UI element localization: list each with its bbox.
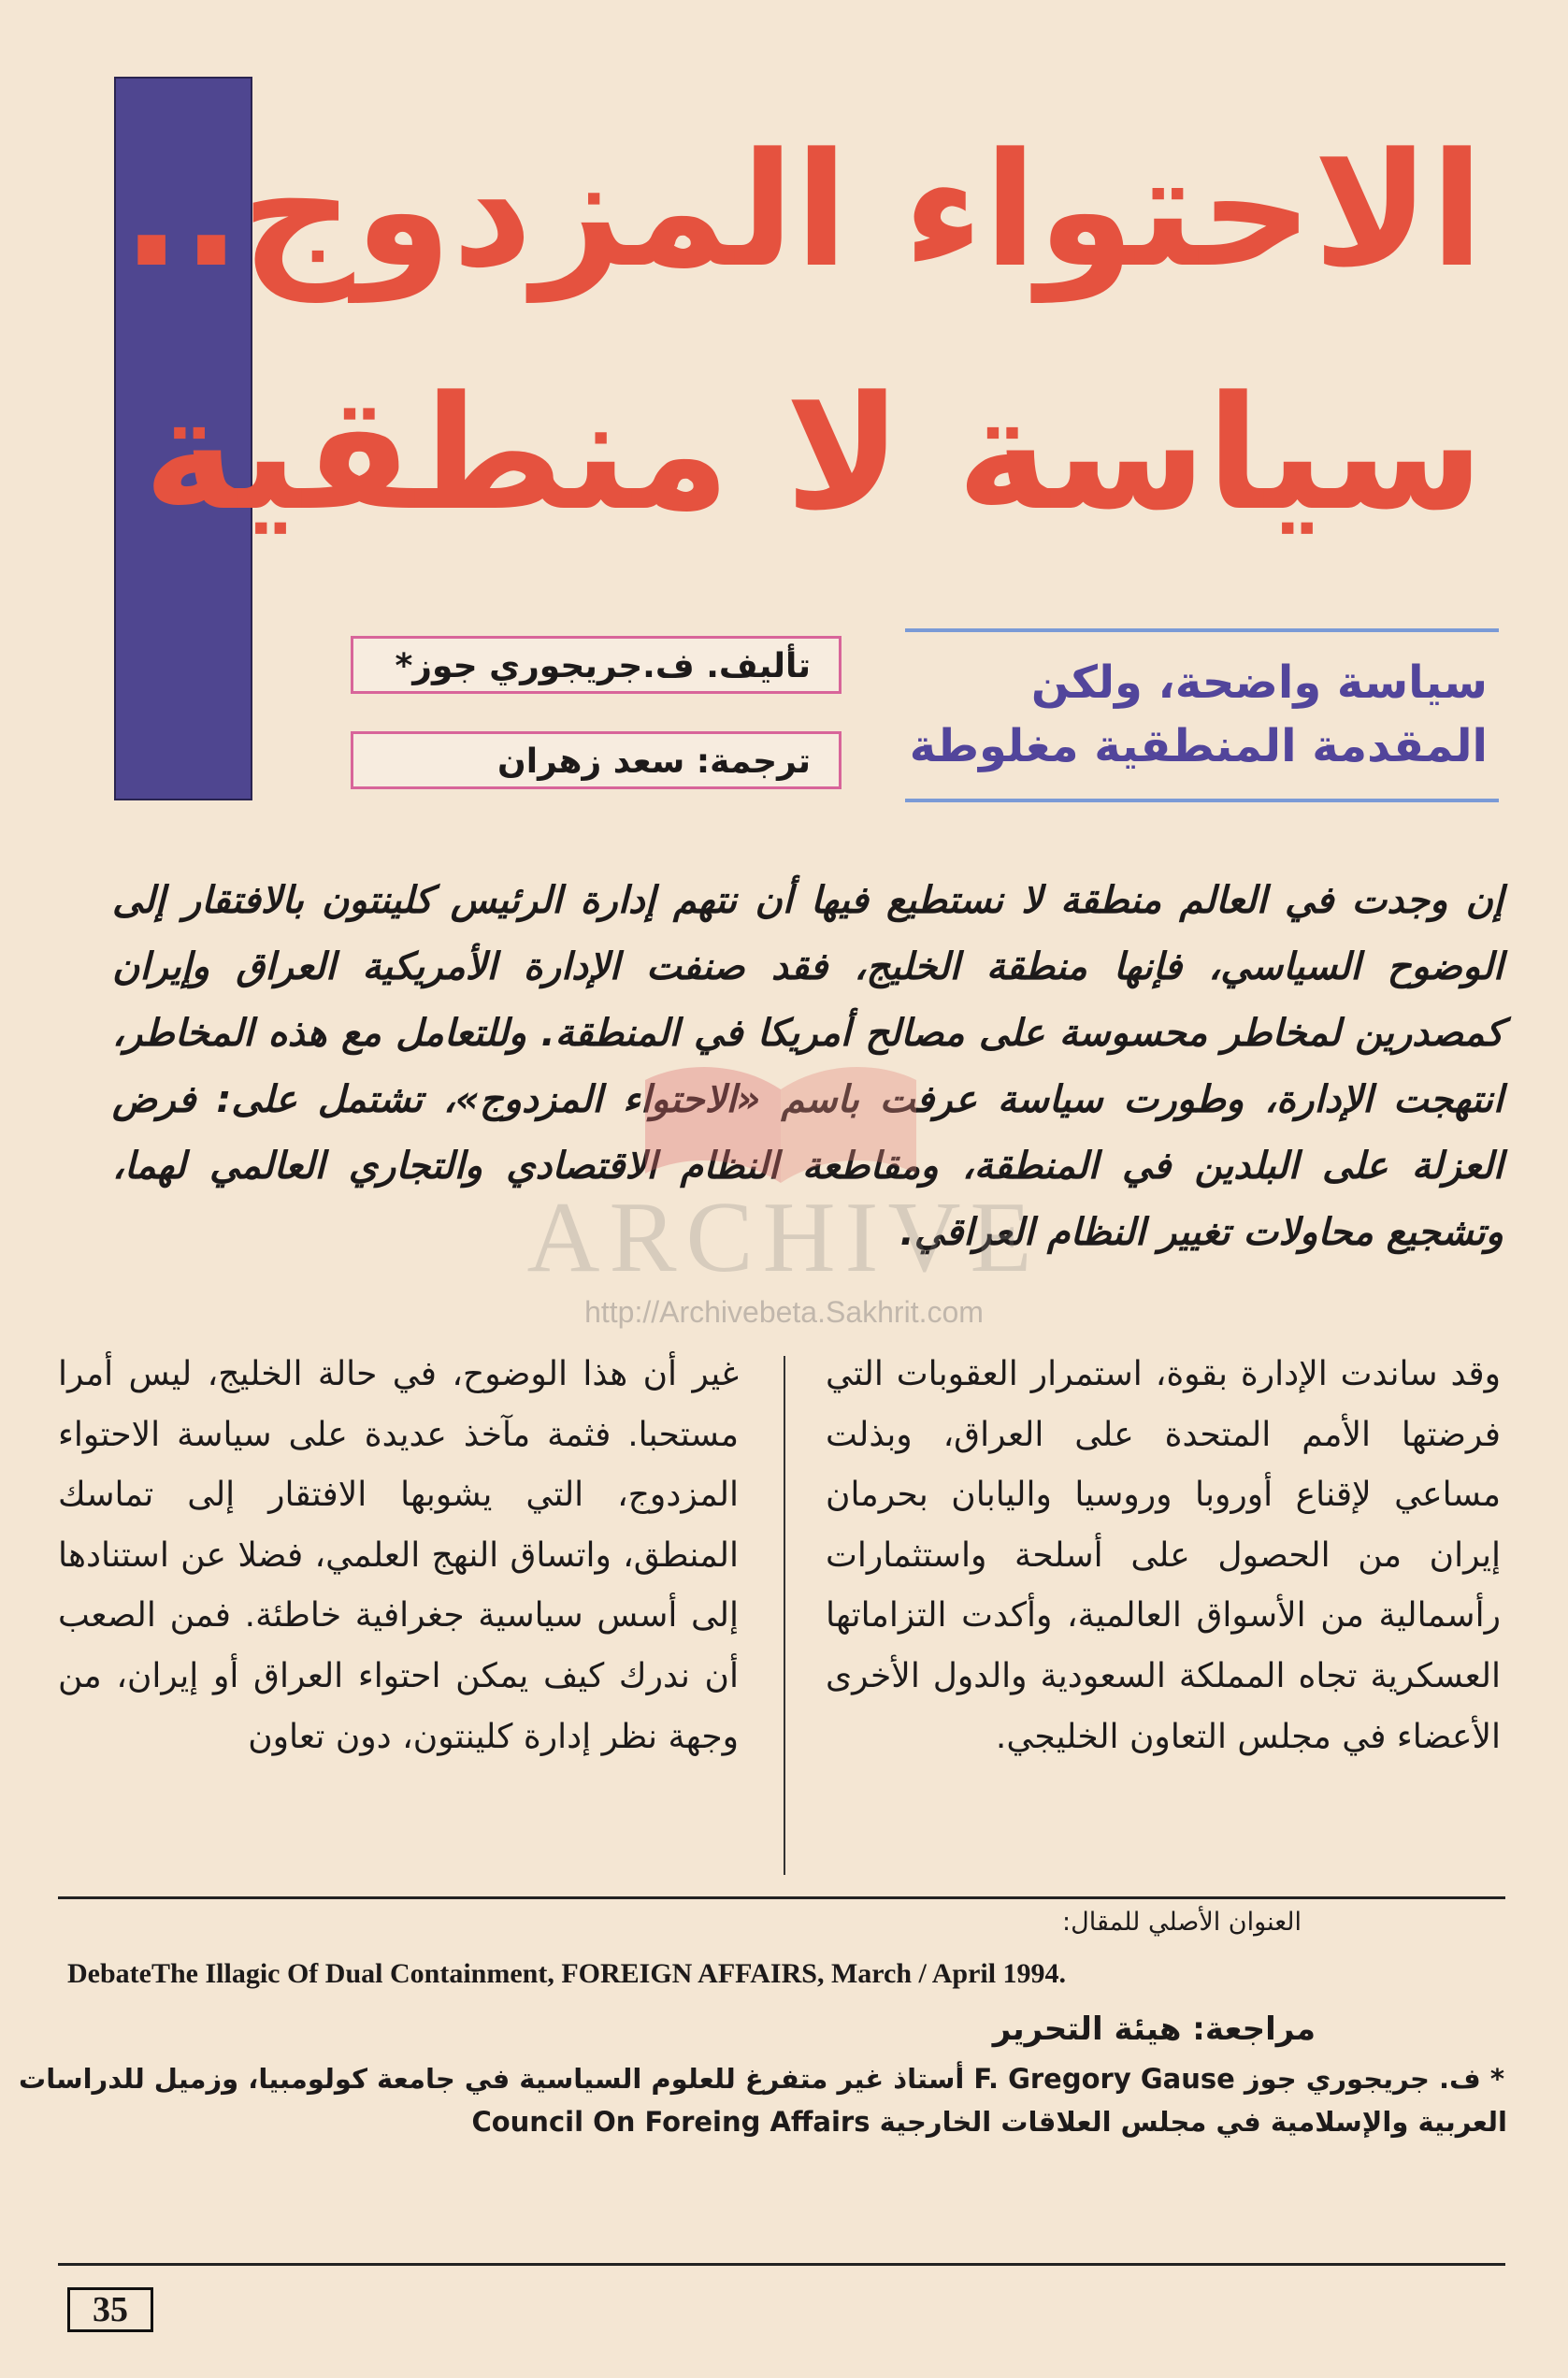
body-column-right: وقد ساندت الإدارة بقوة، استمرار العقوبات التي فرضتها الأمم المتحدة على العراق، وبذلت مساعي لإقناع أوروبا وروسيا واليابان بحرمان إيران من الحصول على أسلحة واستثمارات رأسمالية من الأسواق العالمية، وأكدت التزاماتها العسكرية تجاه المملكة السعودية والدول الأخرى الأعضاء في مجلس التعاون الخليجي. bbox=[826, 1355, 1501, 1756]
subtitle-line2: المقدمة المنطقية مغلوطة bbox=[909, 720, 1488, 772]
original-title-label: العنوان الأصلي للمقال: bbox=[1062, 1908, 1302, 1937]
page-bottom-rule bbox=[58, 2263, 1505, 2266]
original-source-citation: DebateThe Illagic Of Dual Containment, FOREIGN AFFAIRS, March / April 1994. bbox=[67, 1958, 1067, 1989]
author-footnote-line2: العربية والإسلامية في مجلس العلاقات الخارجية Council On Foreing Affairs bbox=[471, 2106, 1507, 2138]
column-divider bbox=[784, 1356, 785, 1875]
article-title-line1: الاحتواء المزدوج.. bbox=[122, 119, 1484, 302]
watermark-url: http://Archivebeta.Sakhrit.com bbox=[584, 1295, 984, 1329]
author-credit: تأليف. ف.جريجوري جوز* bbox=[351, 636, 842, 694]
watermark-archive-text: ARCHIVE bbox=[526, 1182, 1042, 1293]
footnote-divider bbox=[58, 1896, 1505, 1899]
page-number: 35 bbox=[67, 2287, 153, 2332]
translator-credit: ترجمة: سعد زهران bbox=[351, 731, 842, 789]
article-title-line2: سياسة لا منطقية bbox=[143, 362, 1484, 545]
author-footnote-line1: * ف. جريجوري جوز F. Gregory Gause أستاذ غير متفرغ للعلوم السياسية في جامعة كولومبيا، وزميل للدراسات bbox=[19, 2063, 1504, 2095]
review-credit: مراجعة: هيئة التحرير bbox=[992, 2010, 1316, 2048]
subtitle-line1: سياسة واضحة، ولكن bbox=[1030, 656, 1488, 709]
lead-paragraph: إن وجدت في العالم منطقة لا نستطيع فيها أن نتهم إدارة الرئيس كلينتون بالافتقار إلى الوضوح السياسي، فإنها منطقة الخليج، فقد صنفت الإدارة الأمريكية العراق وإيران كمصدرين لمخاطر محسوسة على مصالح أمريكا في المنطقة. وللتعامل مع هذه المخاطر، انتهجت الإدارة، وطورت سياسة عرفت باسم «الاحتواء المزدوج»، تشتمل على: فرض العزلة على البلدين في المنطقة، ومقاطعة النظام الاقتصادي والتجاري العالمي لهما، وتشجيع محاولات تغيير النظام العراقي. bbox=[112, 879, 1503, 1254]
subtitle-block bbox=[905, 628, 1499, 802]
body-column-left: غير أن هذا الوضوح، في حالة الخليج، ليس أمرا مستحبا. فثمة مآخذ عديدة على سياسة الاحتواء المزدوج، التي يشوبها الافتقار إلى تماسك المنطق، واتساق النهج العلمي، فضلا عن استنادها إلى أسس سياسية جغرافية خاطئة. فمن الصعب أن ندرك كيف يمكن احتواء العراق أو إيران، من وجهة نظر إدارة كلينتون، دون تعاون bbox=[58, 1355, 739, 1756]
